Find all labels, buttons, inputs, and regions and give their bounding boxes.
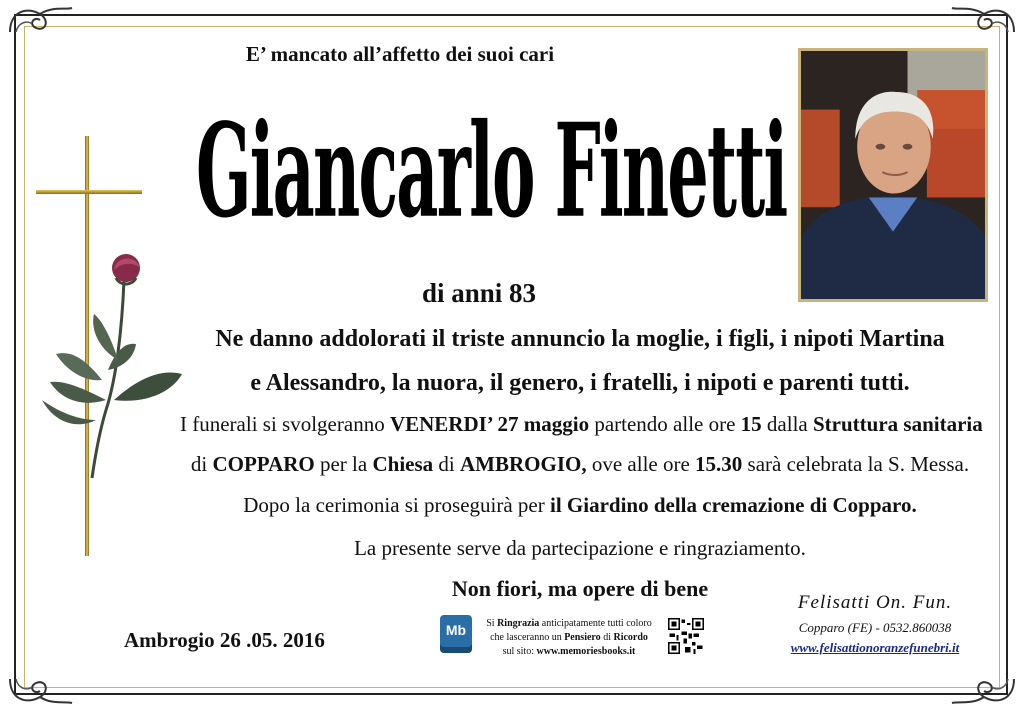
deceased-name: Giancarlo Finetti — [196, 96, 787, 247]
announcement-line-3: I funerali si svolgeranno VENERDI’ 27 maggio partendo alle ore 15 dalla Struttura sanitaria — [180, 412, 983, 436]
funeral-home-block — [770, 592, 980, 656]
cross-bar — [36, 190, 142, 194]
portrait-photo — [798, 48, 988, 302]
rose-icon — [36, 250, 186, 480]
announcement-line-7: Non fiori, ma opere di bene — [451, 576, 709, 601]
corner-ornament-icon — [6, 2, 76, 36]
announcement-line-5: Dopo la cerimonia si proseguirà per il Giardino della cremazione di Copparo. — [243, 493, 917, 517]
announcement-line-4: di COPPARO per la Chiesa di AMBROGIO, ove alle ore 15.30 sarà celebrata la S. Messa. — [190, 452, 970, 476]
intro-text: E’ mancato all’affetto dei suoi cari — [245, 42, 555, 66]
funeral-home-name: Felisatti On. Fun. — [797, 592, 953, 613]
announcement-line-6: La presente serve da partecipazione e ringraziamento. — [354, 536, 806, 560]
corner-ornament-icon — [6, 675, 76, 709]
funeral-home-phone: Copparo (FE) - 0532.860038 — [798, 620, 952, 635]
corner-ornament-icon — [948, 675, 1018, 709]
announcement-line-1: Ne danno addolorati il triste annuncio la moglie, i figli, i nipoti Martina — [215, 326, 945, 352]
age-text: di anni 83 — [422, 278, 537, 308]
qr-code-icon[interactable] — [668, 618, 704, 654]
funeral-home-website-link[interactable]: www.felisattionoranzefunebri.it — [790, 640, 960, 655]
announcement-line-2: e Alessandro, la nuora, il genero, i fratelli, i nipoti e parenti tutti. — [250, 370, 910, 396]
memoriesbooks-logo-icon: Mb — [440, 615, 472, 653]
notice-date: Ambrogio 26 .05. 2016 — [124, 628, 325, 652]
memoriesbooks-note: Si Ringrazia anticipatamente tutti coloro che lasceranno un Pensiero di Ricordo sul sito: www.memoriesbooks.it — [486, 618, 652, 657]
corner-ornament-icon — [948, 2, 1018, 36]
